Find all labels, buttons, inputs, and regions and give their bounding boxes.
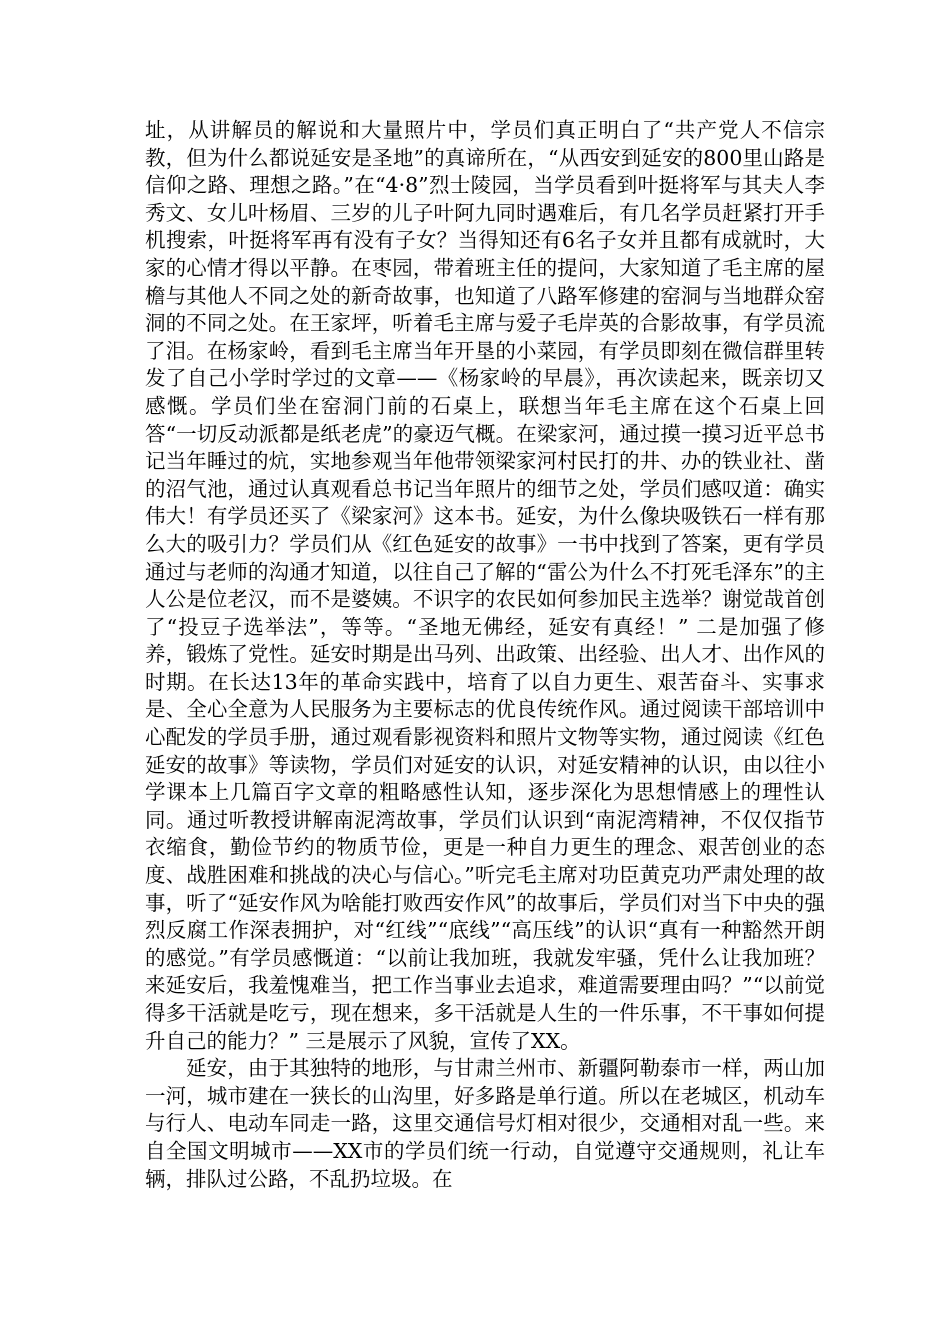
document-body <box>145 117 825 1193</box>
paragraph-1: 址，从讲解员的解说和大量照片中，学员们真正明白了“共产党人不信宗教，但为什么都说延安是圣地”的真谛所在，“从西安到延安的800里山路是信仰之路、理想之路。”在“4·8”烈士陵园，当学员看到叶挺将军与其夫人李秀文、女儿叶杨眉、三岁的儿子叶阿九同时遇难后，有几名学员赶紧打开手机搜索，叶挺将军再有没有子女？当得知还有6名子女并且都有成就时，大家的心情才得以平静。在枣园，带着班主任的提问，大家知道了毛主席的屋檐与其他人不同之处的新奇故事，也知道了八路军修建的窑洞与当地群众窑洞的不同之处。在王家坪，听着毛主席与爱子毛岸英的合影故事，有学员流了泪。在杨家岭，看到毛主席当年开垦的小菜园，有学员即刻在微信群里转发了自己小学时学过的文章——《杨家岭的早晨》，再次读起来，既亲切又感慨。学员们坐在窑洞门前的石桌上，联想当年毛主席在这个石桌上回答“一切反动派都是纸老虎”的豪迈气概。在梁家河，通过摸一摸习近平总书记当年睡过的炕，实地参观当年他带领梁家河村民打的井、办的铁业社、凿的沼气池，通过认真观看总书记当年照片的细节之处，学员们感叹道：确实伟大！有学员还买了《梁家河》这本书。延安，为什么像块吸铁石一样有那么大的吸引力？学员们从《红色延安的故事》一书中找到了答案，更有学员通过与老师的沟通才知道，以往自己了解的“雷公为什么不打死毛泽东”的主人公是位老汉，而不是婆姨。不识字的农民如何参加民主选举？谢觉哉首创了“投豆子选举法”，等等。“圣地无佛经，延安有真经！” 二是加强了修养，锻炼了党性。延安时期是出马列、出政策、出经验、出人才、出作风的时期。在长达13年的革命实践中，培育了以自力更生、艰苦奋斗、实事求是、全心全意为人民服务为主要标志的优良传统作风。通过阅读干部培训中心配发的学员手册，通过观看影视资料和照片文物等实物，通过阅读《红色延安的故事》等读物，学员们对延安的认识，对延安精神的认识，由以往小学课本上几篇百字文章的粗略感性认知，逐步深化为思想情感上的理性认同。通过听教授讲解南泥湾故事，学员们认识到“南泥湾精神，不仅仅指节衣缩食，勤俭节约的物质节俭，更是一种自力更生的理念、艰苦创业的态度、战胜困难和挑战的决心与信心。”听完毛主席对功臣黄克功严肃处理的故事，听了“延安作风为啥能打败西安作风”的故事后，学员们对当下中央的强烈反腐工作深表拥护，对“红线”“底线”“高压线”的认识“真有一种豁然开朗的感觉。”有学员感慨道：“以前让我加班，我就发牢骚，凭什么让我加班？来延安后，我羞愧难当，把工作当事业去追求，难道需要理由吗？”“以前觉得多干活就是吃亏，现在想来，多干活就是人生的一件乐事，不干事如何提升自己的能力？” 三是展示了风貌，宣传了XX。 <box>145 118 825 1053</box>
paragraph-2: 延安，由于其独特的地形，与甘肃兰州市、新疆阿勒泰市一样，两山加一河，城市建在一狭长的山沟里，好多路是单行道。所以在老城区，机动车与行人、电动车同走一路，这里交通信号灯相对很少，交通相对乱一些。来自全国文明城市——XX市的学员们统一行动，自觉遵守交通规则，礼让车辆，排队过公路，不乱扔垃圾。在 <box>145 1056 825 1191</box>
